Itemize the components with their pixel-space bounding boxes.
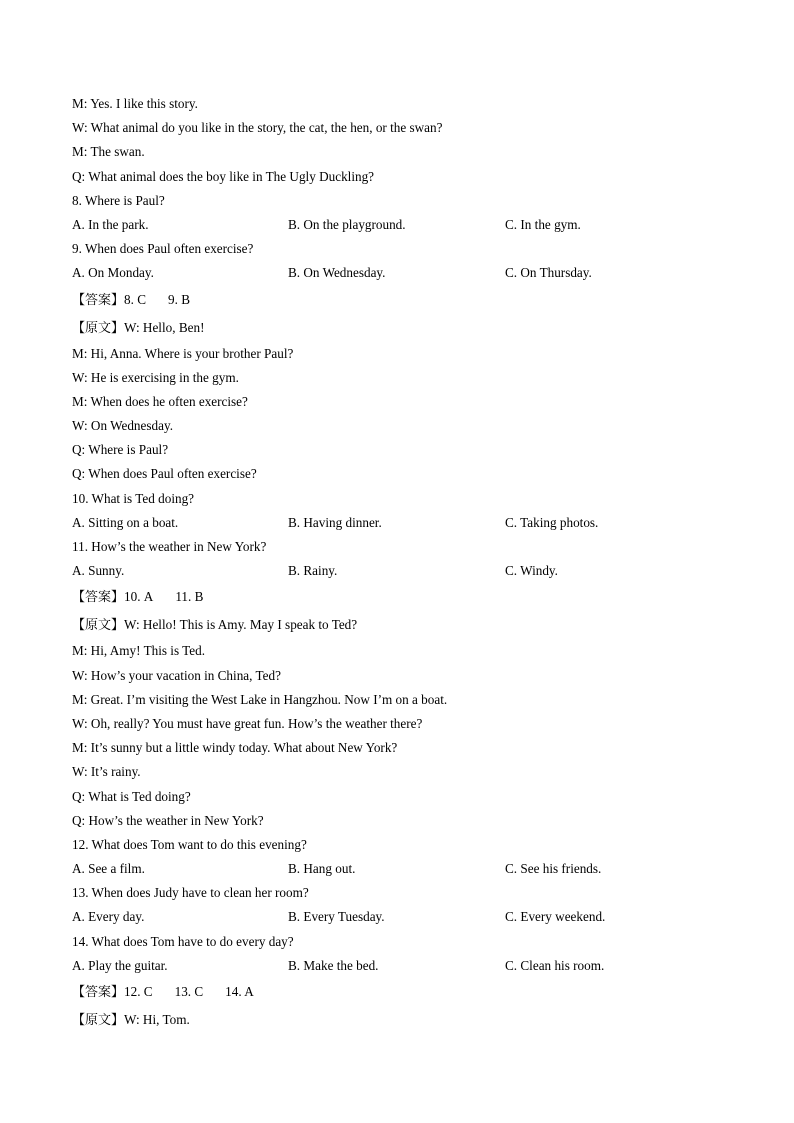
text-line: M: Yes. I like this story. bbox=[72, 96, 198, 111]
option-b: B. Every Tuesday. bbox=[288, 909, 385, 925]
option-c: C. See his friends. bbox=[505, 861, 602, 877]
option-c: C. Clean his room. bbox=[505, 957, 605, 973]
options-row bbox=[72, 857, 732, 881]
text-line: M: Hi, Amy! This is Ted. bbox=[72, 643, 206, 659]
text-line: M: The swan. bbox=[72, 144, 145, 160]
document-page bbox=[72, 92, 732, 1034]
text-line: 11. How’s the weather in New York? bbox=[72, 539, 267, 554]
text-line: Q: What is Ted doing? bbox=[72, 788, 191, 804]
text-line: M: Great. I’m visiting the West Lake in Hangzhou. Now I’m on a boat. bbox=[72, 691, 448, 707]
option-a: A. In the park. bbox=[72, 216, 149, 232]
option-c: C. Windy. bbox=[505, 563, 558, 579]
text-line: Q: How’s the weather in New York? bbox=[72, 812, 264, 828]
option-c: C. Taking photos. bbox=[505, 514, 599, 530]
answer-item: 13. C bbox=[174, 984, 204, 999]
text-line: M: It’s sunny but a little windy today. What about New York? bbox=[72, 740, 398, 756]
answer-item: 9. B bbox=[168, 291, 190, 307]
transcript-tag: 【原文】 bbox=[72, 320, 125, 336]
answer-item: 10. A bbox=[124, 589, 154, 605]
option-b: B. Rainy. bbox=[288, 563, 338, 579]
answer-line bbox=[72, 978, 732, 1006]
transcript-line bbox=[72, 611, 732, 639]
option-a: A. Sunny. bbox=[72, 563, 125, 579]
answer-item: 12. C bbox=[124, 984, 153, 999]
transcript-tag: 【原文】 bbox=[72, 1013, 125, 1028]
answer-tag: 【答案】 bbox=[72, 985, 125, 1000]
answer-line bbox=[72, 286, 732, 314]
text-line: W: What animal do you like in the story, the cat, the hen, or the swan? bbox=[72, 120, 443, 136]
option-a: A. Every day. bbox=[72, 909, 145, 925]
text-line: M: When does he often exercise? bbox=[72, 393, 248, 409]
text-line: 12. What does Tom want to do this evening? bbox=[72, 836, 307, 852]
transcript-line bbox=[72, 1006, 732, 1034]
options-row bbox=[72, 905, 732, 929]
text-line: Q: Where is Paul? bbox=[72, 442, 169, 458]
transcript-line bbox=[72, 314, 732, 342]
option-a: A. Sitting on a boat. bbox=[72, 514, 179, 530]
options-row bbox=[72, 954, 732, 978]
text-line: 10. What is Ted doing? bbox=[72, 490, 195, 506]
option-b: B. On Wednesday. bbox=[288, 265, 386, 281]
text-line: 14. What does Tom have to do every day? bbox=[72, 933, 294, 949]
option-c: C. On Thursday. bbox=[505, 265, 592, 281]
text-line: W: It’s rainy. bbox=[72, 764, 141, 780]
option-b: B. Hang out. bbox=[288, 861, 356, 877]
text-line: W: He is exercising in the gym. bbox=[72, 369, 239, 385]
text-line: 13. When does Judy have to clean her room? bbox=[72, 885, 309, 901]
option-c: C. In the gym. bbox=[505, 216, 581, 232]
answer-item: 8. C bbox=[124, 291, 146, 307]
options-row bbox=[72, 559, 732, 583]
option-b: B. Make the bed. bbox=[288, 957, 379, 973]
transcript-text: W: Hello! This is Amy. May I speak to Ted? bbox=[124, 617, 358, 633]
transcript-text: W: Hi, Tom. bbox=[124, 1012, 190, 1027]
text-line: W: How’s your vacation in China, Ted? bbox=[72, 667, 281, 683]
option-b: B. On the playground. bbox=[288, 216, 406, 232]
answer-line bbox=[72, 583, 732, 611]
transcript-tag: 【原文】 bbox=[72, 618, 125, 634]
options-row bbox=[72, 213, 732, 237]
option-a: A. Play the guitar. bbox=[72, 957, 168, 973]
answer-tag: 【答案】 bbox=[72, 590, 125, 606]
answer-tag: 【答案】 bbox=[72, 292, 125, 308]
option-a: A. On Monday. bbox=[72, 265, 154, 281]
text-line: Q: When does Paul often exercise? bbox=[72, 466, 257, 482]
text-line: 9. When does Paul often exercise? bbox=[72, 241, 254, 257]
options-row bbox=[72, 261, 732, 285]
options-row bbox=[72, 511, 732, 535]
text-line: W: On Wednesday. bbox=[72, 418, 173, 434]
text-line: M: Hi, Anna. Where is your brother Paul? bbox=[72, 345, 294, 361]
transcript-text: W: Hello, Ben! bbox=[124, 319, 205, 335]
text-line: Q: What animal does the boy like in The Ugly Duckling? bbox=[72, 168, 375, 184]
answer-item: 14. A bbox=[225, 984, 254, 999]
answer-item: 11. B bbox=[175, 589, 204, 605]
text-line: W: Oh, really? You must have great fun. How’s the weather there? bbox=[72, 715, 423, 731]
text-line: 8. Where is Paul? bbox=[72, 192, 165, 208]
option-c: C. Every weekend. bbox=[505, 909, 606, 925]
option-b: B. Having dinner. bbox=[288, 514, 382, 530]
option-a: A. See a film. bbox=[72, 861, 145, 877]
